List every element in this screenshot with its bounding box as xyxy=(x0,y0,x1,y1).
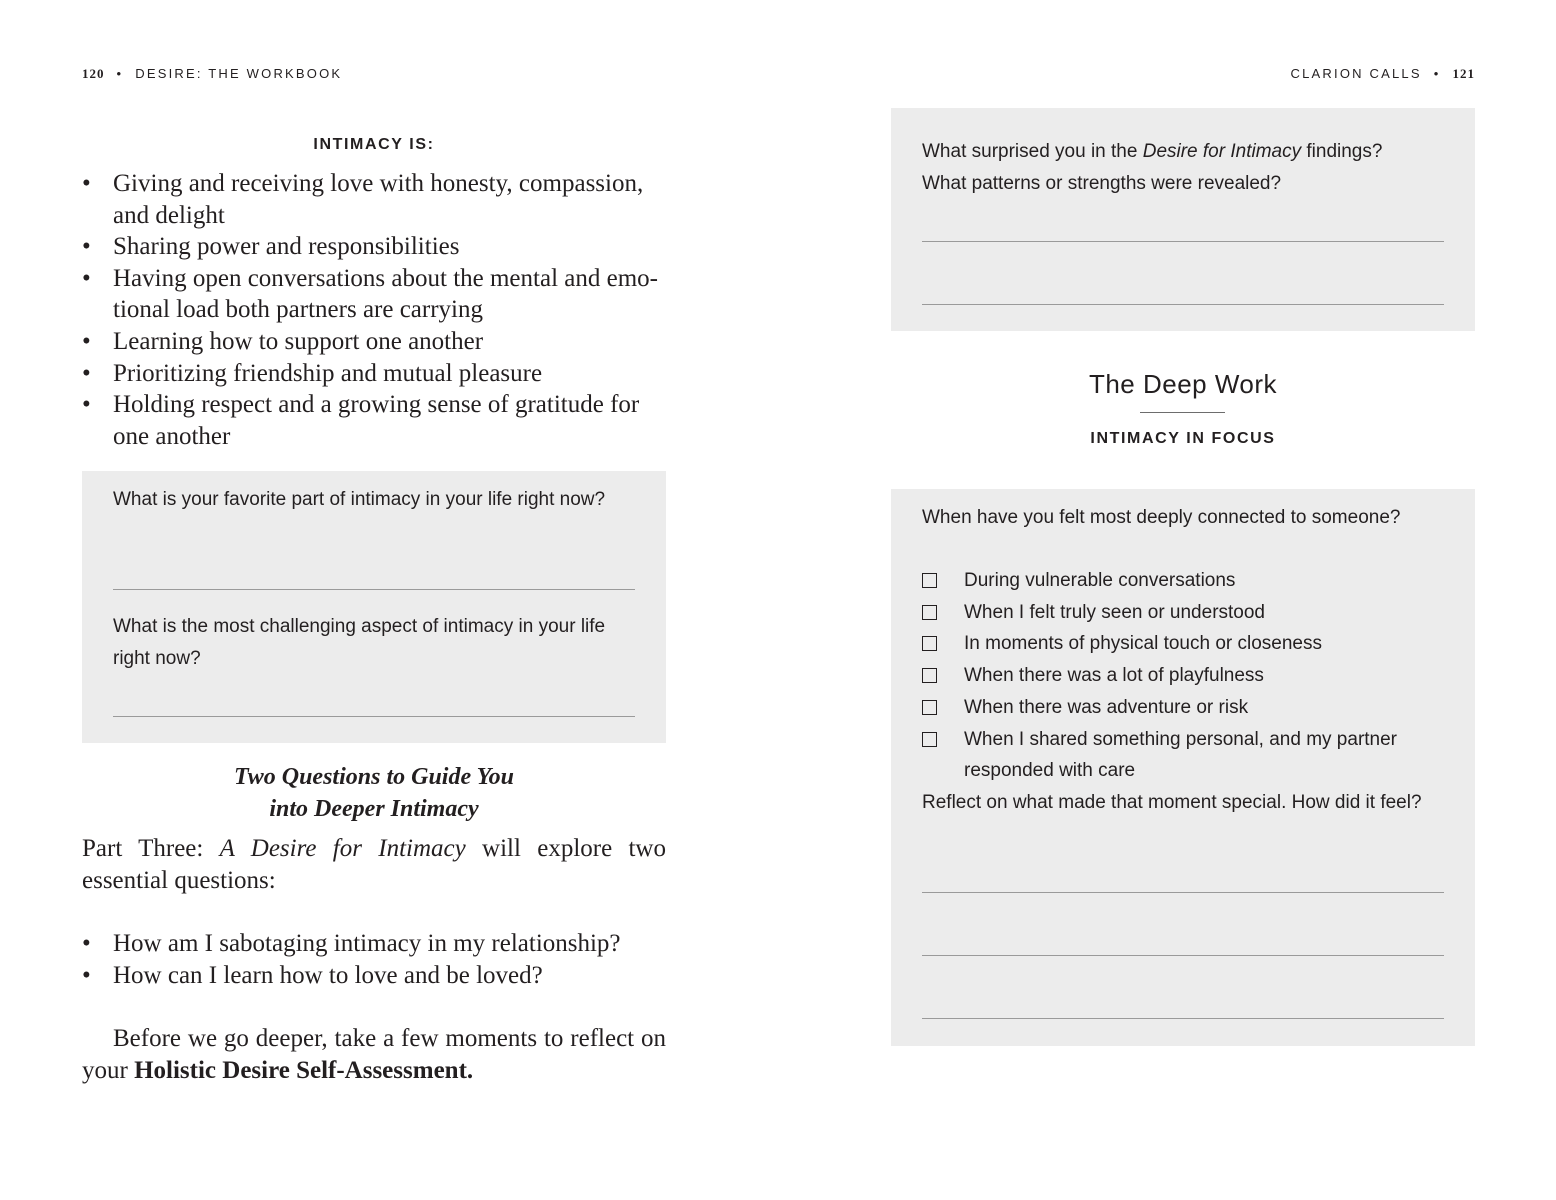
findings-suffix: findings? xyxy=(1301,141,1383,162)
checklist-label: When I felt truly seen or understood xyxy=(964,601,1265,623)
writing-line[interactable] xyxy=(922,304,1444,305)
guide-title xyxy=(82,761,666,825)
connection-checklist xyxy=(922,565,1442,787)
intro-paragraph xyxy=(82,833,666,896)
list-item: • Sharing power and responsibilities xyxy=(82,231,666,263)
page-number-left: 120 xyxy=(82,66,105,81)
checklist-item xyxy=(922,660,1442,692)
checklist-item xyxy=(922,692,1442,724)
closing-paragraph xyxy=(82,1023,666,1086)
list-item: • Prioritizing friendship and mutual pleasure xyxy=(82,358,666,390)
intro-italic: A Desire for Intimacy xyxy=(219,835,466,862)
running-head-right xyxy=(1291,66,1475,82)
intro-suffix: will explore two essential questions: xyxy=(82,835,666,894)
patterns-question-line: What patterns or strengths were revealed? xyxy=(922,173,1282,194)
list-item: • Holding respect and a growing sense of gratitude for one another xyxy=(82,389,666,452)
findings-box xyxy=(891,108,1475,331)
closing-bold: Holistic Desire Self-Assessment. xyxy=(134,1056,474,1084)
findings-question-line xyxy=(922,136,1452,168)
checklist-label: During vulnerable conversations xyxy=(964,570,1236,591)
intro-prefix: Part Three: xyxy=(82,835,220,862)
guide-title-line: into Deeper Intimacy xyxy=(269,796,479,822)
right-page xyxy=(778,0,1556,1200)
intimacy-heading: INTIMACY IS: xyxy=(313,136,435,153)
list-item: • How am I sabotaging intimacy in my relationship? xyxy=(82,928,666,960)
writing-line[interactable] xyxy=(922,892,1444,893)
list-item: • Having open conversations about the mental and emotional load both partners are carrying xyxy=(82,263,666,326)
title-divider xyxy=(1140,412,1225,413)
separator-dot: • xyxy=(1433,66,1441,81)
findings-prefix: What surprised you in the xyxy=(922,141,1143,162)
reflection-box-left xyxy=(82,471,666,743)
writing-line[interactable] xyxy=(922,955,1444,956)
checkbox[interactable] xyxy=(922,668,937,683)
checklist-item xyxy=(922,628,1442,660)
findings-italic: Desire for Intimacy xyxy=(1142,141,1302,162)
checkbox[interactable] xyxy=(922,636,937,651)
favorite-part-question: What is your favorite part of intimacy in your life right now? xyxy=(113,489,606,510)
closing-text: Before we go deeper, take a few moments to reflect on your xyxy=(82,1025,666,1084)
connection-box xyxy=(891,489,1475,1046)
page-number-right: 121 xyxy=(1452,66,1475,81)
writing-line[interactable] xyxy=(922,241,1444,242)
findings-question xyxy=(922,136,1452,200)
checkbox[interactable] xyxy=(922,573,937,588)
checkbox[interactable] xyxy=(922,605,937,620)
list-item: • How can I learn how to love and be loved? xyxy=(82,960,666,992)
checklist-item xyxy=(922,597,1442,629)
checklist-item xyxy=(922,565,1442,597)
list-item: • Giving and receiving love with honesty, compassion, and delight xyxy=(82,168,666,231)
essential-questions-list xyxy=(82,928,666,991)
running-head-left xyxy=(82,66,342,82)
intimacy-list xyxy=(82,168,666,452)
checkbox[interactable] xyxy=(922,700,937,715)
writing-line[interactable] xyxy=(922,1018,1444,1019)
checklist-label: In moments of physical touch or closeness xyxy=(964,633,1323,655)
guide-title-line: Two Questions to Guide You xyxy=(233,764,515,790)
intimacy-in-focus-heading: INTIMACY IN FOCUS xyxy=(1090,430,1276,447)
connection-question: When have you felt most deeply connected to someone? xyxy=(922,507,1401,528)
deep-work-title: The Deep Work xyxy=(1088,369,1278,399)
list-item: • Learning how to support one another xyxy=(82,326,666,358)
checklist-label: When I shared something personal, and my partner responded with care xyxy=(964,728,1398,782)
checkbox[interactable] xyxy=(922,732,937,747)
checklist-label: When there was a lot of playfulness xyxy=(964,665,1264,687)
reflect-prompt: Reflect on what made that moment special. How did it feel? xyxy=(922,792,1422,813)
writing-line[interactable] xyxy=(113,716,635,717)
running-title-left: DESIRE: THE WORKBOOK xyxy=(135,66,343,81)
writing-line[interactable] xyxy=(113,589,635,590)
running-title-right: CLARION CALLS xyxy=(1290,66,1422,81)
checklist-item xyxy=(922,724,1442,787)
challenging-aspect-question: What is the most challenging aspect of intimacy in your life right now? xyxy=(113,616,606,669)
separator-dot: • xyxy=(116,66,124,81)
checklist-label: When there was adventure or risk xyxy=(964,696,1249,718)
